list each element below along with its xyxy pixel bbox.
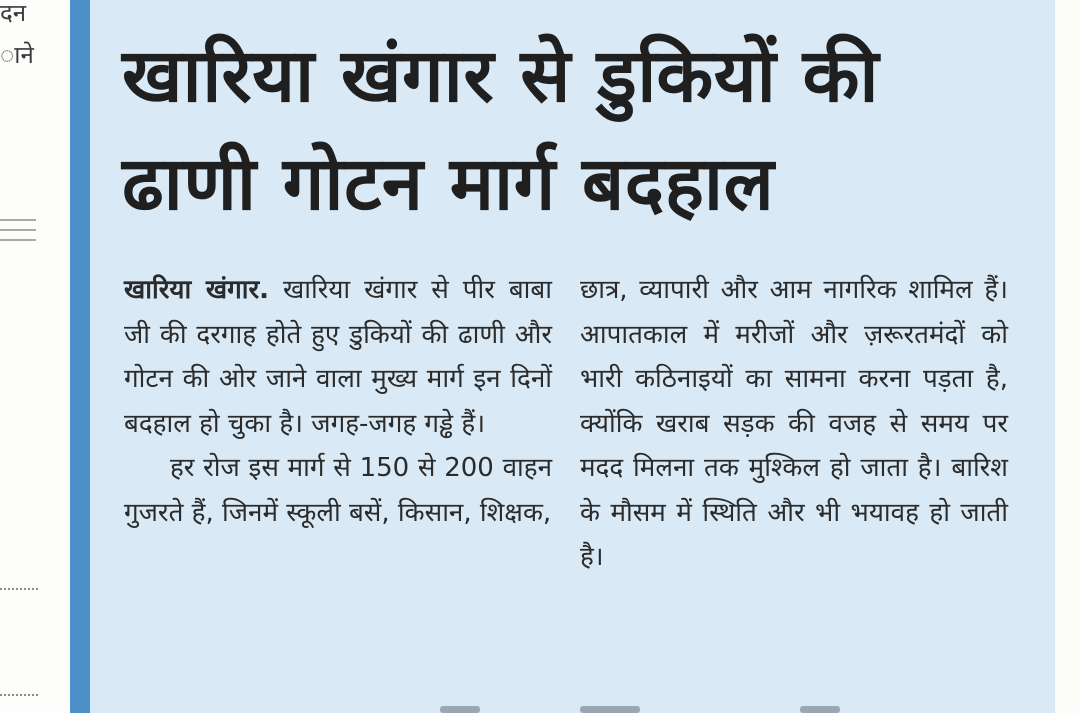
dateline: खारिया खंगार.: [124, 275, 270, 305]
adjacent-text-fragment-1: दन: [0, 0, 27, 27]
divider: [0, 239, 36, 241]
accent-bar: [70, 0, 90, 713]
bottom-cutoff-text: [110, 706, 1040, 713]
article-headline: [122, 22, 1022, 238]
page-margin: [1055, 0, 1080, 713]
adjacent-column-fragment: [0, 0, 55, 713]
divider: [0, 229, 36, 231]
dotted-divider: [0, 588, 38, 590]
paragraph-1-text: खारिया खंगार से पीर बाबा जी की दरगाह होते हुए डुकियों की ढाणी और गोटन की ओर जाने वाला मुख्य मार्ग इन दिनों बदहाल हो चुका है। जगह-जगह गड्ढे हैं।: [124, 275, 552, 439]
article-column-1: [124, 268, 552, 535]
column-gutter: [55, 0, 70, 713]
article-column-2: [580, 268, 1008, 580]
divider: [0, 219, 36, 221]
dotted-divider: [0, 694, 38, 696]
article-paragraph-1: [124, 268, 552, 446]
headline-line-2: ढाणी गोटन मार्ग बदहाल: [122, 141, 775, 227]
article-paragraph-3: छात्र, व्यापारी और आम नागरिक शामिल हैं। आपातकाल में मरीजों और ज़रूरतमंदों को भारी कठिनाइयों का सामना करना पड़ता है, क्योंकि खराब सड़क की वजह से समय पर मदद मिलना तक मुश्किल हो जाता है। बारिश के मौसम में स्थिति और भी भयावह हो जाती है।: [580, 275, 1008, 572]
article-paragraph-2: हर रोज इस मार्ग से 150 से 200 वाहन गुजरते हैं, जिनमें स्कूली बसें, किसान, शिक्षक,: [124, 453, 552, 528]
headline-line-1: खारिया खंगार से डुकियों की: [122, 33, 880, 119]
adjacent-text-fragment-2: ाने: [0, 41, 34, 69]
